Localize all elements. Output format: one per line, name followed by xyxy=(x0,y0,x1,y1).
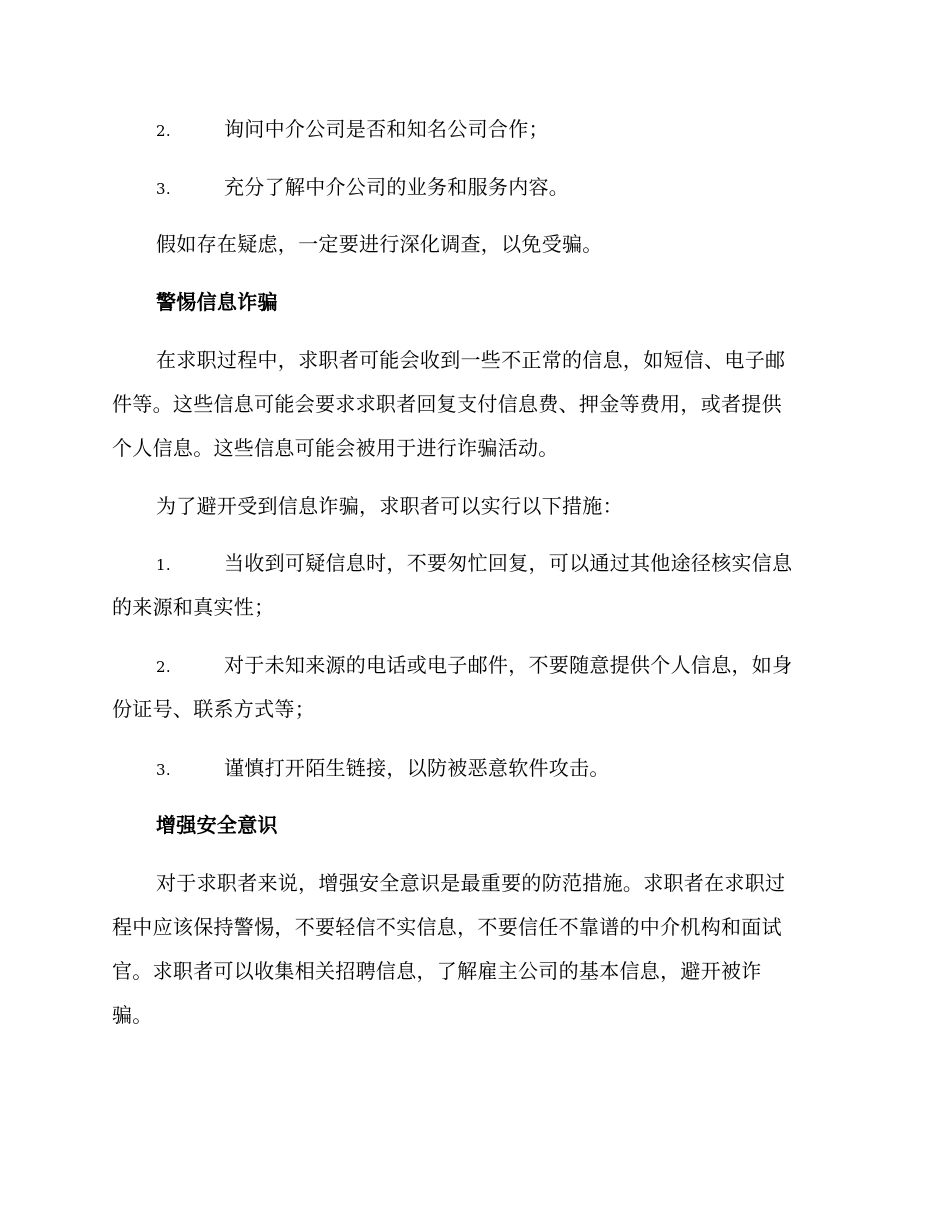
list-item-text: 谨慎打开陌生链接，以防被恶意软件攻击。 xyxy=(224,756,610,780)
list-number: 2. xyxy=(156,658,171,676)
list-number: 3. xyxy=(156,761,171,779)
list-item-text: 对于未知来源的电话或电子邮件，不要随意提供个人信息，如身 xyxy=(224,653,793,677)
paragraph-line: 在求职过程中，求职者可能会收到一些不正常的信息，如短信、电子邮 xyxy=(156,348,786,372)
section-heading-text: 警惕信息诈骗 xyxy=(156,290,278,314)
list-item xyxy=(112,107,838,151)
paragraph xyxy=(112,861,838,1037)
paragraph-line: 官。求职者可以收集相关招聘信息，了解雇主公司的基本信息，避开被诈 xyxy=(112,959,762,983)
list-number: 3. xyxy=(156,180,171,198)
paragraph-line: 为了避开受到信息诈骗，求职者可以实行以下措施： xyxy=(156,494,623,518)
list-item xyxy=(112,541,838,629)
paragraph-line: 对于求职者来说，增强安全意识是最重要的防范措施。求职者在求职过 xyxy=(156,871,786,895)
paragraph-line: 程中应该保持警惕，不要轻信不实信息，不要信任不靠谱的中介机构和面试 xyxy=(112,915,782,939)
list-number: 1. xyxy=(156,556,171,574)
list-item-text: 充分了解中介公司的业务和服务内容。 xyxy=(224,175,570,199)
list-number: 2. xyxy=(156,122,171,140)
list-item xyxy=(112,165,838,209)
section-heading xyxy=(112,280,838,324)
paragraph xyxy=(112,338,838,470)
list-item xyxy=(112,746,838,790)
section-heading-text: 增强安全意识 xyxy=(156,813,278,837)
paragraph-line: 个人信息。这些信息可能会被用于进行诈骗活动。 xyxy=(112,436,559,460)
paragraph-line: 假如存在疑虑，一定要进行深化调查，以免受骗。 xyxy=(156,232,603,256)
list-item-text: 份证号、联系方式等； xyxy=(112,697,315,721)
paragraph xyxy=(112,222,838,266)
paragraph xyxy=(112,484,838,528)
list-item-text: 询问中介公司是否和知名公司合作； xyxy=(224,117,549,141)
paragraph-line: 骗。 xyxy=(112,1003,153,1027)
paragraph-line: 件等。这些信息可能会要求求职者回复支付信息费、押金等费用，或者提供 xyxy=(112,392,782,416)
list-item-text: 的来源和真实性； xyxy=(112,595,275,619)
list-item-text: 当收到可疑信息时，不要匆忙回复，可以通过其他途径核实信息 xyxy=(224,551,793,575)
list-item xyxy=(112,643,838,731)
section-heading xyxy=(112,803,838,847)
